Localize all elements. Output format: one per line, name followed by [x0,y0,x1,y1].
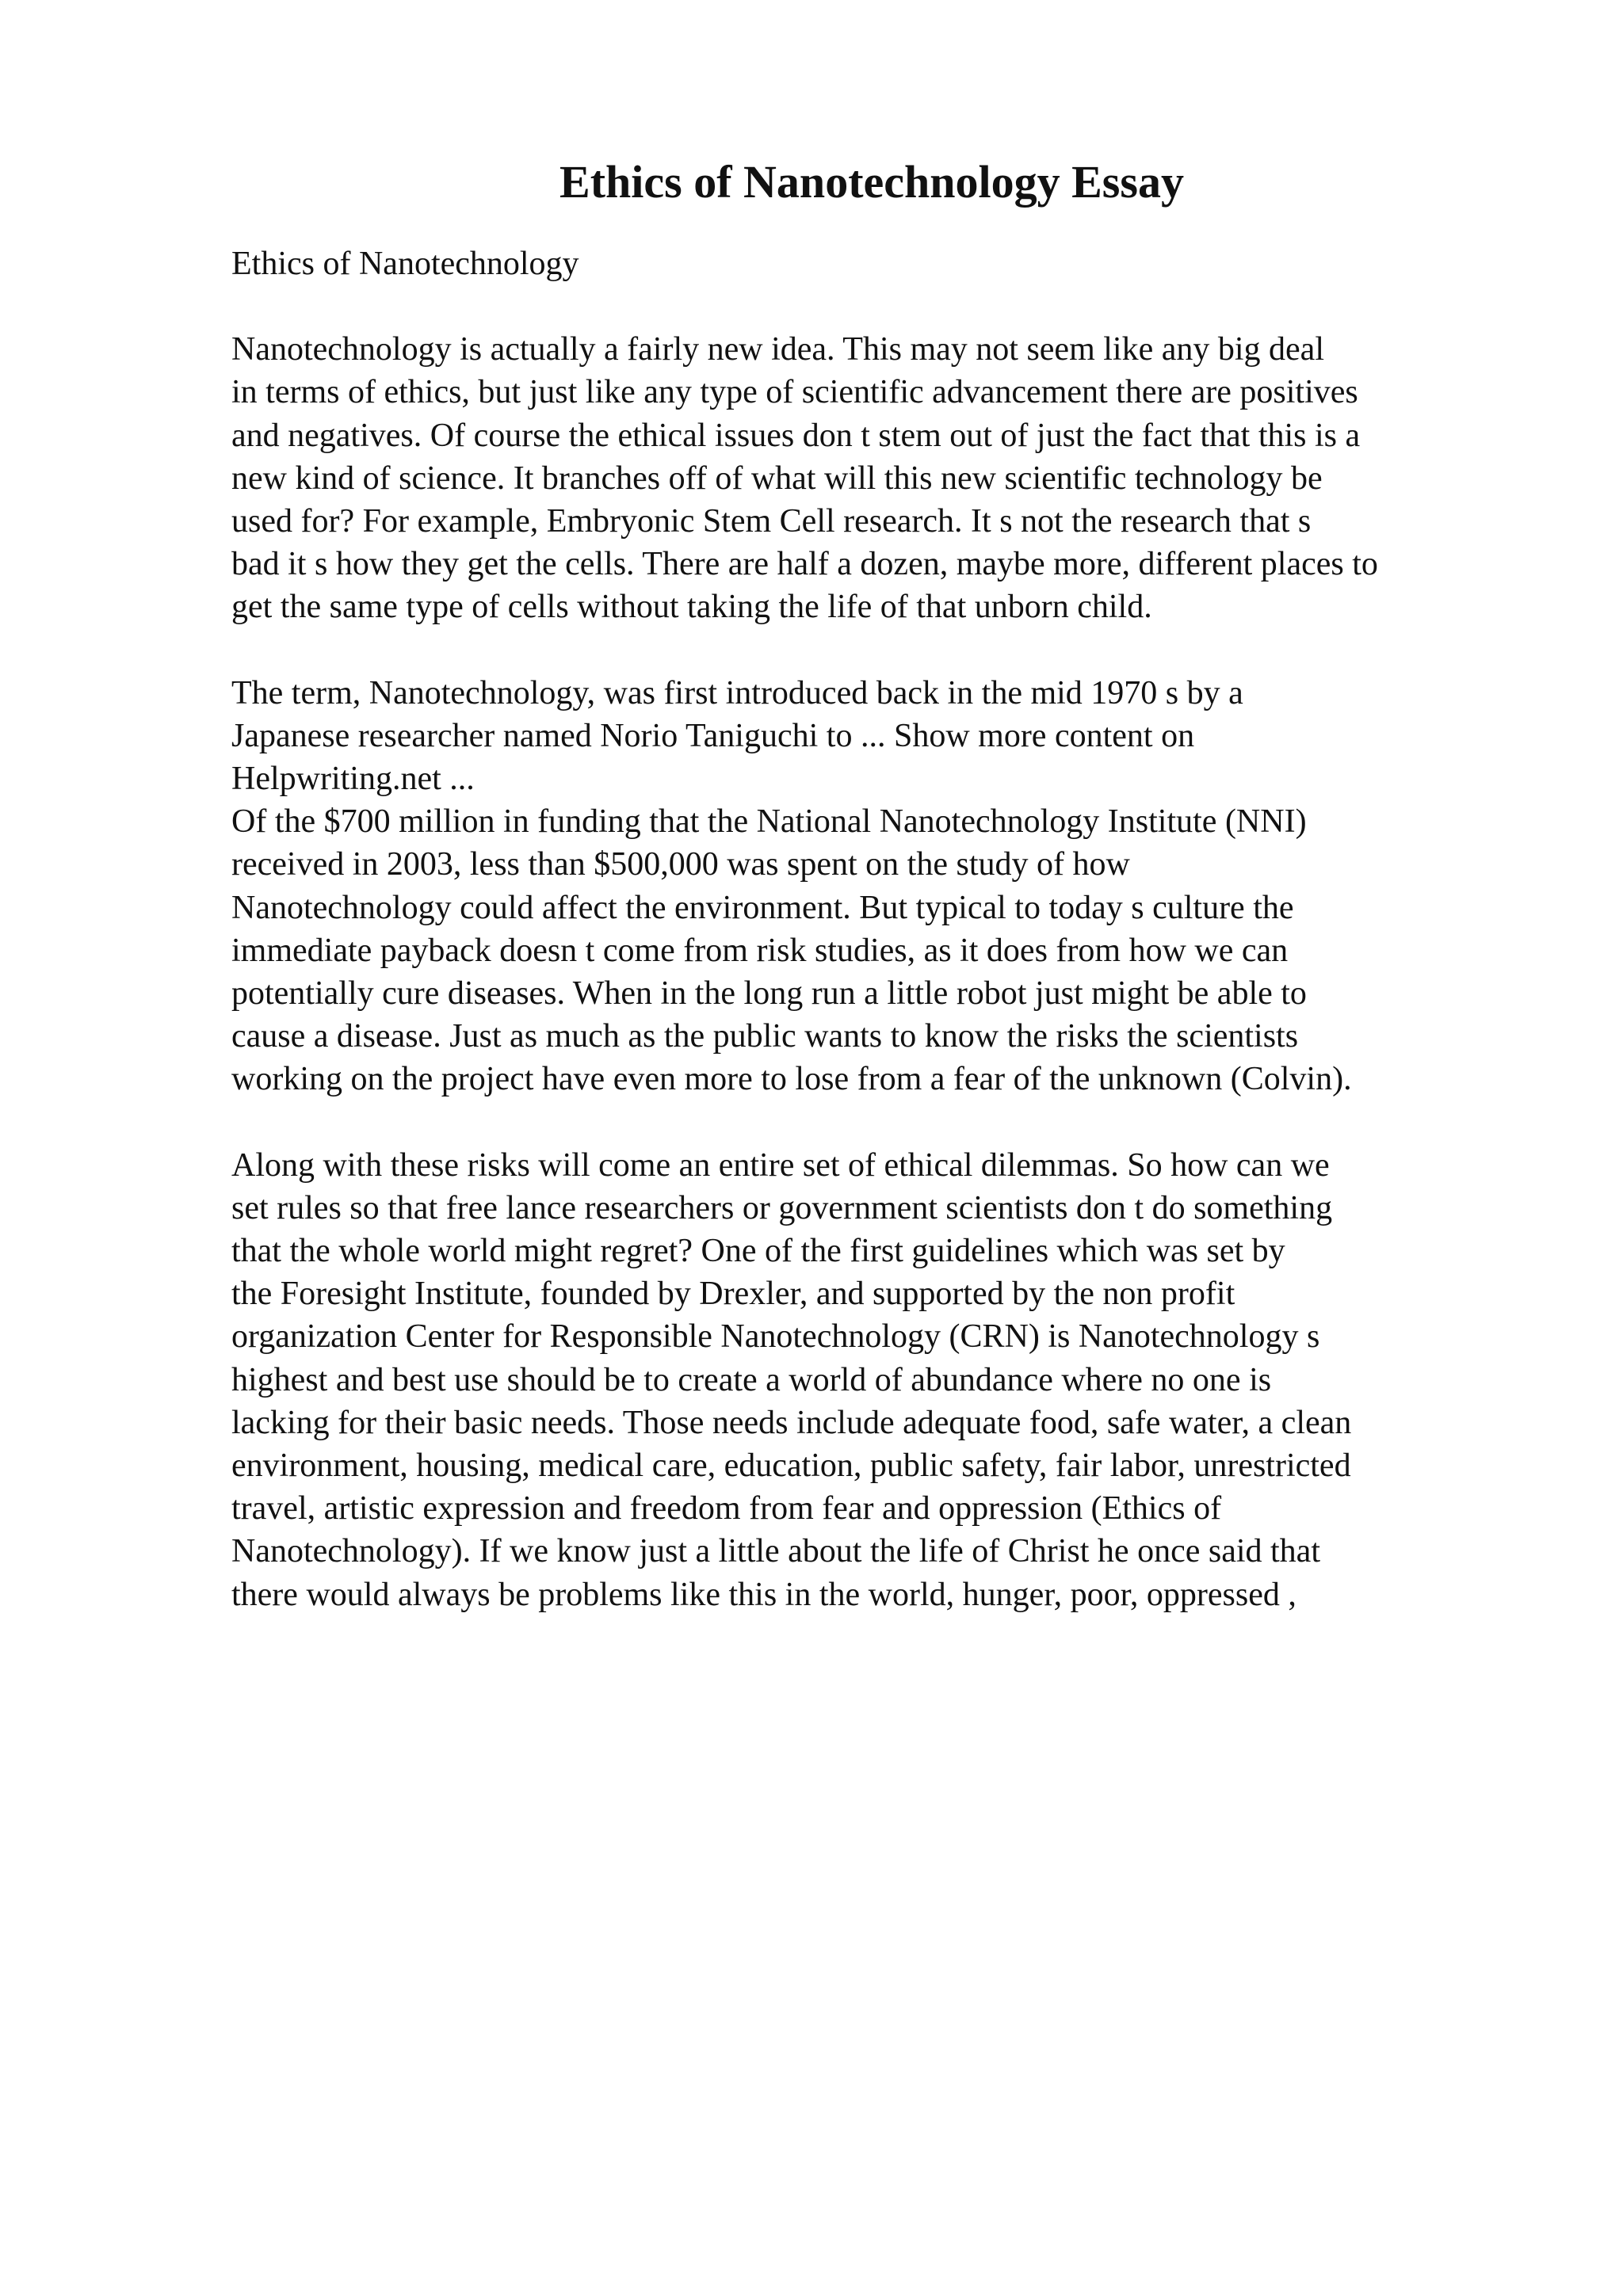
text-line: The term, Nanotechnology, was first introduced back in the mid 1970 s by a [231,674,1243,711]
text-line: get the same type of cells without taking the life of that unborn child. [231,589,1152,626]
document-title: Ethics of Nanotechnology Essay [559,156,1184,208]
text-line: working on the project have even more to lose from a fear of the unknown (Colvin). [231,1061,1352,1098]
text-line: potentially cure diseases. When in the long run a little robot just might be able to [231,975,1307,1013]
text-line: Nanotechnology could affect the environment. But typical to today s culture the [231,889,1294,926]
text-line: Japanese researcher named Norio Taniguchi to ... Show more content on [231,717,1195,754]
document-body [231,242,1547,1616]
text-line: Nanotechnology is actually a fairly new idea. This may not seem like any big deal [231,331,1324,368]
document-subtitle: Ethics of Nanotechnology [231,246,579,282]
text-line: set rules so that free lance researchers or government scientists don t do something [231,1189,1333,1226]
text-line: new kind of science. It branches off of what will this new scientific technology be [231,460,1323,497]
paragraph-2 [231,672,1547,801]
text-line: organization Center for Responsible Nanotechnology (CRN) is Nanotechnology s [231,1318,1320,1356]
paragraph-4 [231,1144,1547,1616]
paragraph-3 [231,800,1547,1100]
text-line: there would always be problems like this in the world, hunger, poor, oppressed , [231,1576,1296,1613]
text-line: Nanotechnology). If we know just a little about the life of Christ he once said that [231,1533,1320,1570]
paragraph-1 [231,328,1547,628]
text-line: lacking for their basic needs. Those needs include adequate food, safe water, a clean [231,1404,1352,1441]
text-line: Of the $700 million in funding that the National Nanotechnology Institute (NNI) [231,803,1307,841]
text-line: the Foresight Institute, founded by Drexler, and supported by the non profit [231,1276,1235,1313]
text-line: used for? For example, Embryonic Stem Cell research. It s not the research that s [231,503,1312,540]
text-line: and negatives. Of course the ethical issues don t stem out of just the fact that this is a [231,417,1361,454]
text-line: immediate payback doesn t come from risk studies, as it does from how we can [231,932,1289,969]
text-line: Helpwriting.net ... [231,761,475,798]
text-line: environment, housing, medical care, education, public safety, fair labor, unrestricted [231,1447,1351,1485]
text-line: cause a disease. Just as much as the public wants to know the risks the scientists [231,1018,1299,1055]
text-line: highest and best use should be to create a world of abundance where no one is [231,1361,1272,1398]
text-line: that the whole world might regret? One of the first guidelines which was set by [231,1233,1285,1270]
text-line: in terms of ethics, but just like any type of scientific advancement there are positives [231,374,1358,411]
text-line: received in 2003, less than $500,000 was spent on the study of how [231,846,1130,883]
text-line: travel, artistic expression and freedom from fear and oppression (Ethics of [231,1490,1222,1527]
text-line: Along with these risks will come an entire set of ethical dilemmas. So how can we [231,1146,1330,1184]
text-line: bad it s how they get the cells. There are half a dozen, maybe more, different places to [231,546,1378,583]
